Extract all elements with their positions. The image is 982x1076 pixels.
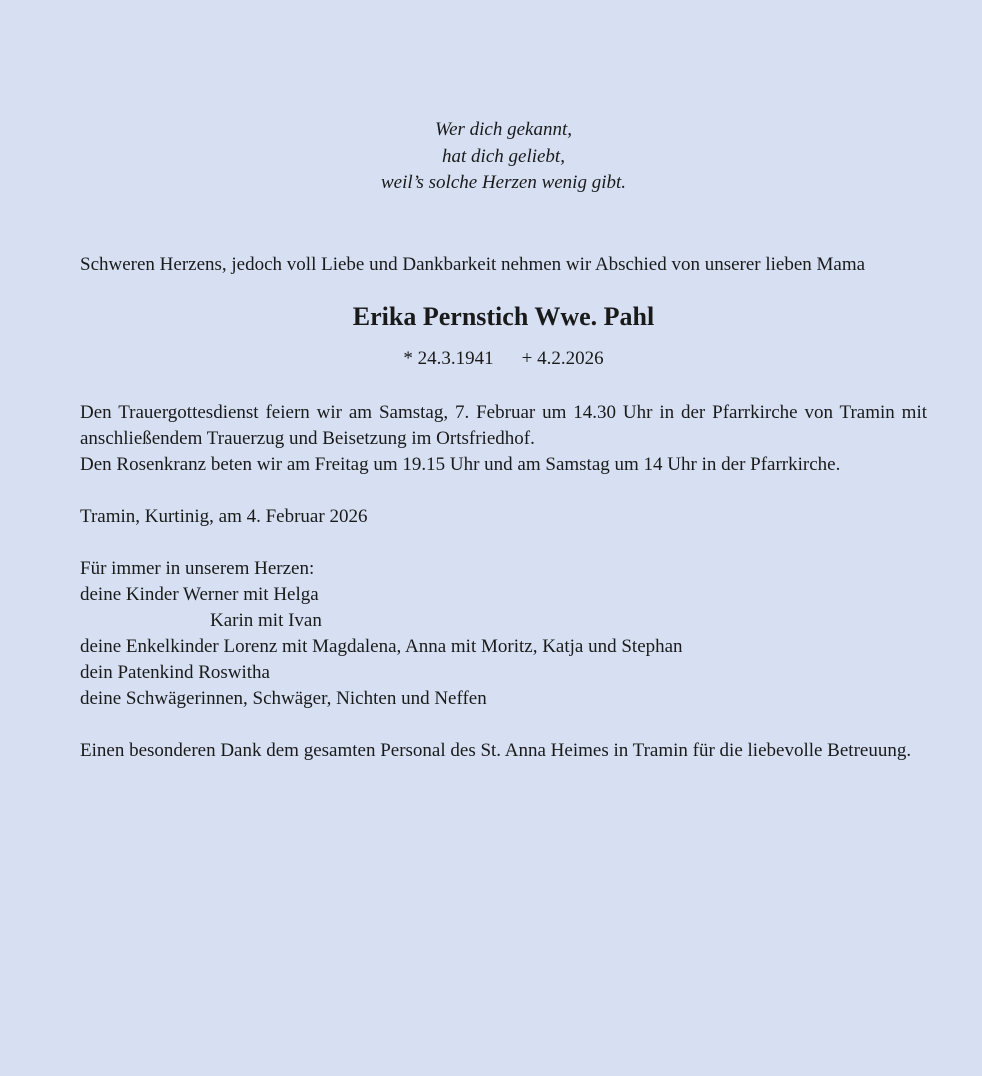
- mourners-list: [80, 556, 927, 712]
- memorial-verse: [80, 117, 927, 197]
- service-info: [80, 400, 927, 478]
- deceased-name: Erika Pernstich Wwe. Pahl: [352, 301, 655, 331]
- mourners-heading: Für immer in unserem Herzen:: [80, 557, 315, 579]
- verse-line: weil’s solche Herzen wenig gibt.: [380, 172, 627, 193]
- intro-text: Schweren Herzens, jedoch voll Liebe und Dankbarkeit nehmen wir Abschied von unserer lieben Mama: [80, 253, 866, 275]
- thanks-text: Einen besonderen Dank dem gesamten Personal des St. Anna Heimes in Tramin für die liebevolle Betreuung.: [80, 739, 912, 761]
- mourners-godchild: dein Patenkind Roswitha: [80, 661, 270, 683]
- mourners-children-continued: Karin mit Ivan: [210, 609, 322, 631]
- mourners-children: deine Kinder Werner mit Helga: [80, 583, 319, 605]
- obituary-notice: [80, 117, 927, 764]
- mourners-grandchildren: deine Enkelkinder Lorenz mit Magdalena, Anna mit Moritz, Katja und Stephan: [80, 635, 683, 657]
- birth-date: * 24.3.1941: [403, 347, 494, 369]
- place-and-date: Tramin, Kurtinig, am 4. Februar 2026: [80, 505, 368, 527]
- life-dates: [80, 346, 927, 372]
- rosary-text: Den Rosenkranz beten wir am Freitag um 19.15 Uhr und am Samstag um 14 Uhr in der Pfarrkirche.: [80, 453, 841, 475]
- verse-line: Wer dich gekannt,: [434, 119, 573, 140]
- death-date: + 4.2.2026: [521, 347, 604, 369]
- mourners-relatives: deine Schwägerinnen, Schwäger, Nichten und Neffen: [80, 687, 487, 709]
- verse-line: hat dich geliebt,: [442, 145, 565, 167]
- funeral-service-text: Den Trauergottesdienst feiern wir am Samstag, 7. Februar um 14.30 Uhr in der Pfarrkirche von Tramin mit anschließendem Trauerzug und Beisetzung im Ortsfriedhof.: [80, 401, 927, 449]
